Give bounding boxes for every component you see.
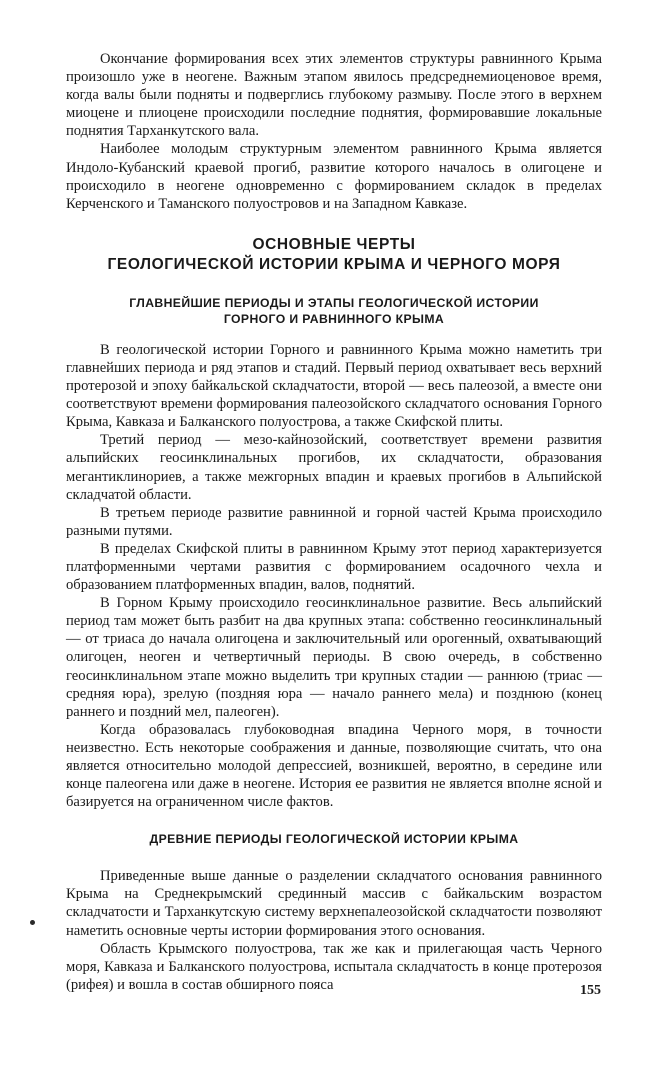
margin-dot — [30, 920, 35, 925]
intro-paragraph-1: Окончание формирования всех этих элементов структуры равнинного Крыма произошло уже в неогене. Важным этапом явилось предсреднемиоценовое время, когда валы были подняты и подверглись глубокому размыву. После этого в верхнем миоцене и плиоцене происходили последние поднятия, формировавшие локальные поднятия Тарханкутского вала. — [66, 51, 602, 140]
section-2-paragraph-1: Приведенные выше данные о разделении складчатого основания равнинного Крыма на Среднекрымский срединный массив с байкальским возрастом складчатости и Тарханкутскую систему верхнепалеозойской складчатости позволяют наметить основные черты истории формирования этого основания. — [66, 868, 602, 939]
page-number: 155 — [580, 983, 601, 998]
section-1-paragraph-1: В геологической истории Горного и равнинного Крыма можно наметить три главнейших периода и ряд этапов и стадий. Первый период охватывает весь верхний протерозой и эпоху байкальской складчатости, второй — весь палеозой, а вместе они соответствуют времени формирования палеозойского складчатого основания Горного Крыма, Кавказа и Балканского полуострова, а также Скифской плиты. — [66, 341, 602, 431]
section-1-paragraph-2: Третий период — мезо-кайнозойский, соответствует времени развития альпийских геосинклинальных прогибов, их складчатости, образования мегантиклинориев, а также межгорных впадин и краевых прогибов в Альпийской складчатой области. — [66, 432, 602, 503]
section-2-paragraph-2: Область Крымского полуострова, так же как и прилегающая часть Черного моря, Кавказа и Балканского полуострова, испытала складчатость в конце протерозоя (рифея) и вошла в состав обширного пояса — [66, 940, 602, 993]
section-1-paragraph-6: Когда образовалась глубоководная впадина Черного моря, в точности неизвестно. Есть некоторые соображения и данные, позволяющие считать, что она является относительно молодой депрессией, возникшей, вероятно, в середине или конце палеогена или даже в неогене. История ее развития не является вполне ясной и базируется на ограниченном числе фактов. — [66, 721, 602, 811]
chapter-title-line-2: ГЕОЛОГИЧЕСКОЙ ИСТОРИИ КРЫМА И ЧЕРНОГО МОРЯ — [107, 255, 561, 273]
chapter-title-line-1: ОСНОВНЫЕ ЧЕРТЫ — [252, 235, 416, 253]
chapter-title — [66, 235, 602, 275]
section-1-paragraph-5: В Горном Крыму происходило геосинклинальное развитие. Весь альпийский период там может быть разбит на два крупных этапа: собственно геосинклинальный — от триаса до начала олигоцена и заключительный или орогенный, охватывающий олигоцен, неоген и четвертичный периоды. В свою очередь, в собственно геосинклинальном этапе можно выделить три крупных стадии — раннюю (триас — средняя юра), зрелую (поздняя юра — начало раннего мела) и позднюю (конец раннего и поздний мел, палеоген). — [66, 595, 602, 720]
section-1-title-line-2: ГОРНОГО И РАВНИННОГО КРЫМА — [223, 311, 445, 326]
section-1-title — [66, 295, 602, 327]
page-body — [66, 50, 602, 994]
section-1-paragraph-3: В третьем периоде развитие равнинной и горной частей Крыма происходило разными путями. — [66, 504, 602, 539]
intro-paragraph-2: Наиболее молодым структурным элементом равнинного Крыма является Индоло-Кубанский краевой прогиб, развитие которого началось в олигоцене и происходило в неогене одновременно с формированием складок в пределах Керченского и Таманского полуостровов и на Западном Кавказе. — [66, 141, 602, 212]
section-1-title-line-1: ГЛАВНЕЙШИЕ ПЕРИОДЫ И ЭТАПЫ ГЕОЛОГИЧЕСКОЙ ИСТОРИИ — [129, 295, 539, 310]
section-2-title: ДРЕВНИЕ ПЕРИОДЫ ГЕОЛОГИЧЕСКОЙ ИСТОРИИ КРЫМА — [149, 832, 519, 847]
section-1-paragraph-4: В пределах Скифской плиты в равнинном Крыму этот период характеризуется платформенными чертами развития с формированием осадочного чехла и образованием платформенных впадин, валов, поднятий. — [66, 540, 602, 594]
